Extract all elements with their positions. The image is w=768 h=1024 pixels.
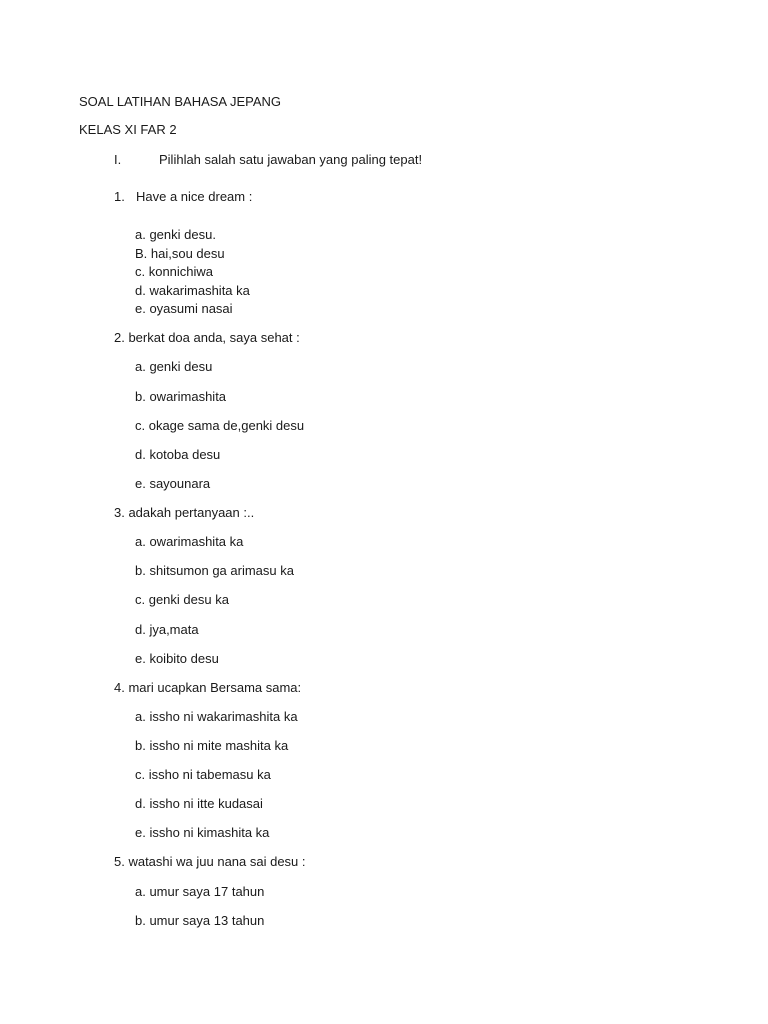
section-instruction: Pilihlah salah satu jawaban yang paling tepat! <box>159 152 423 167</box>
question-1-prompt: Have a nice dream : <box>136 189 253 204</box>
question-5-option-b: b. umur saya 13 tahun <box>135 913 265 928</box>
question-1-option-e: e. oyasumi nasai <box>135 301 233 316</box>
question-3-option-b: b. shitsumon ga arimasu ka <box>135 563 294 578</box>
question-3-option-a: a. owarimashita ka <box>135 534 244 549</box>
question-2-option-e: e. sayounara <box>135 476 211 491</box>
question-2-prompt: 2. berkat doa anda, saya sehat : <box>114 330 300 345</box>
class-label: KELAS XI FAR 2 <box>79 122 177 137</box>
question-3-option-c: c. genki desu ka <box>135 592 229 607</box>
question-2-option-a: a. genki desu <box>135 359 213 374</box>
question-1-option-d: d. wakarimashita ka <box>135 283 250 298</box>
question-2-option-b: b. owarimashita <box>135 389 227 404</box>
question-4-prompt: 4. mari ucapkan Bersama sama: <box>114 680 302 695</box>
question-3-option-d: d. jya,mata <box>135 622 199 637</box>
document-title: SOAL LATIHAN BAHASA JEPANG <box>79 94 282 109</box>
question-3-prompt: 3. adakah pertanyaan :.. <box>114 505 255 520</box>
question-2-option-d: d. kotoba desu <box>135 447 221 462</box>
question-4-option-b: b. issho ni mite mashita ka <box>135 738 289 753</box>
question-5-option-a: a. umur saya 17 tahun <box>135 884 265 899</box>
question-1-option-b: B. hai,sou desu <box>135 246 225 261</box>
question-4-option-d: d. issho ni itte kudasai <box>135 796 263 811</box>
question-3-option-e: e. koibito desu <box>135 651 219 666</box>
question-2-option-c: c. okage sama de,genki desu <box>135 418 305 433</box>
question-4-option-c: c. issho ni tabemasu ka <box>135 767 271 782</box>
question-1-number: 1. <box>114 189 125 204</box>
question-4-option-e: e. issho ni kimashita ka <box>135 825 270 840</box>
section-number: I. <box>114 152 122 167</box>
question-5-prompt: 5. watashi wa juu nana sai desu : <box>114 854 306 869</box>
question-1-option-c: c. konnichiwa <box>135 264 214 279</box>
question-1-option-a: a. genki desu. <box>135 227 216 242</box>
question-4-option-a: a. issho ni wakarimashita ka <box>135 709 298 724</box>
